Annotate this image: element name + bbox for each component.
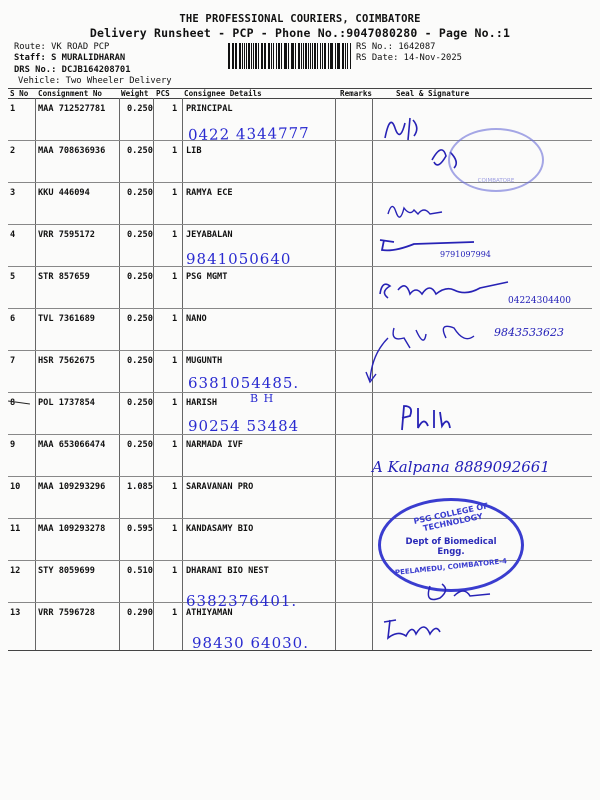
- row-consignee: PRINCIPAL: [186, 104, 233, 114]
- row-sno: 8: [10, 398, 16, 408]
- company-title: THE PROFESSIONAL COURIERS, COIMBATORE: [179, 13, 421, 25]
- barcode-bar: [232, 43, 233, 69]
- row-sno: 5: [10, 272, 16, 282]
- row-pcs: 1: [172, 272, 178, 282]
- col-consignee: Consignee Details: [184, 89, 262, 98]
- barcode-bar: [303, 43, 304, 69]
- col-seal: Seal & Signature: [396, 89, 470, 98]
- barcode-bar: [233, 43, 234, 69]
- row-sno: 2: [10, 146, 16, 156]
- barcode-bar: [248, 43, 250, 69]
- barcode-bar: [292, 43, 294, 69]
- row-weight: 0.250: [127, 356, 153, 366]
- row-rule: [8, 392, 592, 393]
- row-consignment: MAA 708636936: [38, 146, 106, 156]
- barcode-bar: [281, 43, 282, 69]
- barcode-bar: [330, 43, 331, 69]
- row-weight: 0.510: [127, 566, 153, 576]
- handwritten-phone: 04224304400: [508, 296, 571, 306]
- row-consignment: VRR 7595172: [38, 230, 95, 240]
- table-row: [8, 350, 592, 392]
- row-pcs: 1: [172, 230, 178, 240]
- row-pcs: 1: [172, 566, 178, 576]
- row-consignment: MAA 109293296: [38, 482, 106, 492]
- row-consignee: PSG MGMT: [186, 272, 228, 282]
- stamp-text: PSG COLLEGE OF TECHNOLOGY: [412, 501, 490, 534]
- row-sno: 10: [10, 482, 21, 492]
- barcode-bar: [228, 43, 230, 69]
- handwritten-phone: 6381054485.: [188, 374, 300, 392]
- row-consignment: STY 8059699: [38, 566, 95, 576]
- barcode-bar: [291, 43, 292, 69]
- row-rule: [8, 308, 592, 309]
- row-weight: 0.250: [127, 398, 153, 408]
- barcode-bar: [350, 43, 352, 69]
- stamp-oval: [448, 128, 544, 192]
- row-sno: 13: [10, 608, 21, 618]
- barcode-bar: [271, 43, 273, 69]
- row-consignee: NARMADA IVF: [186, 440, 243, 450]
- row-pcs: 1: [172, 188, 178, 198]
- barcode-bar: [261, 43, 263, 69]
- signature-mark: [420, 576, 500, 610]
- barcode-bar: [273, 43, 274, 69]
- signature-text: A Kalpana 8889092661: [372, 458, 550, 476]
- barcode-bar: [312, 43, 313, 69]
- row-weight: 0.250: [127, 188, 153, 198]
- row-rule: [8, 476, 592, 477]
- barcode-bar: [317, 43, 319, 69]
- table-row: [8, 392, 592, 434]
- barcode-bar: [322, 43, 323, 69]
- row-consignee: MUGUNTH: [186, 356, 223, 366]
- row-weight: 0.250: [127, 314, 153, 324]
- barcode-bar: [342, 43, 344, 69]
- barcode-bar: [265, 43, 266, 69]
- row-consignment: MAA 712527781: [38, 104, 106, 114]
- row-consignee: NANO: [186, 314, 207, 324]
- barcode-bar: [305, 43, 307, 69]
- barcode-bar: [345, 43, 346, 69]
- route-label: Route: VK ROAD PCP: [14, 42, 110, 52]
- row-consignment: KKU 446094: [38, 188, 90, 198]
- drs-label: DRS No.: DCJB164208701: [14, 65, 131, 75]
- barcode-bar: [246, 43, 247, 69]
- row-weight: 0.290: [127, 608, 153, 618]
- barcode-bar: [337, 43, 338, 69]
- barcode-bar: [308, 43, 309, 69]
- row-sno: 1: [10, 104, 16, 114]
- row-consignment: STR 857659: [38, 272, 90, 282]
- barcode-bar: [295, 43, 296, 69]
- barcode-bar: [298, 43, 300, 69]
- row-weight: 0.250: [127, 272, 153, 282]
- barcode: [228, 43, 352, 69]
- row-rule: [8, 266, 592, 267]
- row-sno: 12: [10, 566, 21, 576]
- barcode-bar: [235, 43, 237, 69]
- row-rule: [8, 350, 592, 351]
- handwritten-phone: 9843533623: [494, 326, 564, 339]
- barcode-bar: [284, 43, 285, 69]
- row-consignment: HSR 7562675: [38, 356, 95, 366]
- signature-mark: [384, 196, 454, 222]
- signature-mark: [364, 318, 504, 388]
- stamp-text: PEELAMEDU, COIMBATORE-4: [394, 557, 508, 577]
- barcode-bar: [338, 43, 340, 69]
- barcode-bar: [239, 43, 241, 69]
- row-consignee: RAMYA ECE: [186, 188, 233, 198]
- barcode-bar: [310, 43, 311, 69]
- row-consignee: ATHIYAMAN: [186, 608, 233, 618]
- row-pcs: 1: [172, 398, 178, 408]
- table-row: [8, 224, 592, 266]
- row-weight: 0.250: [127, 230, 153, 240]
- barcode-bar: [253, 43, 254, 69]
- barcode-bar: [314, 43, 316, 69]
- row-consignee: JEYABALAN: [186, 230, 233, 240]
- row-consignment: TVL 7361689: [38, 314, 95, 324]
- row-consignee: HARISH: [186, 398, 218, 408]
- col-consignment: Consignment No: [38, 89, 103, 98]
- runsheet-subtitle: Delivery Runsheet - PCP - Phone No.:9047080280 - Page No.:1: [89, 26, 511, 40]
- handwritten-phone: 0422 4344777: [187, 123, 310, 145]
- row-consignment: POL 1737854: [38, 398, 95, 408]
- stamp-text: Dept of Biomedical Engg.: [405, 537, 497, 557]
- row-weight: 1.085: [127, 482, 153, 492]
- row-consignee: LIB: [186, 146, 202, 156]
- row-pcs: 1: [172, 314, 178, 324]
- row-rule: [8, 434, 592, 435]
- barcode-bar: [242, 43, 243, 69]
- staff-label: Staff: S MURALIDHARAN: [14, 53, 126, 63]
- row-weight: 0.250: [127, 146, 153, 156]
- row-weight: 0.250: [127, 440, 153, 450]
- barcode-bar: [328, 43, 329, 69]
- barcode-bar: [268, 43, 270, 69]
- barcode-bar: [278, 43, 280, 69]
- signature-mark: [376, 276, 516, 306]
- row-consignee: SARAVANAN PRO: [186, 482, 254, 492]
- row-consignee: KANDASAMY BIO: [186, 524, 254, 534]
- table-header: [8, 88, 592, 98]
- row-weight: 0.595: [127, 524, 153, 534]
- barcode-bar: [285, 43, 287, 69]
- row-sno: 3: [10, 188, 16, 198]
- row-sno: 11: [10, 524, 21, 534]
- signature-mark: [378, 610, 448, 644]
- row-pcs: 1: [172, 356, 178, 366]
- barcode-bar: [258, 43, 259, 69]
- barcode-bar: [324, 43, 326, 69]
- vehicle-label: Vehicle: Two Wheeler Delivery: [18, 76, 172, 86]
- handwritten-phone: 98430 64030.: [192, 634, 309, 652]
- signature-mark: [394, 400, 474, 434]
- row-pcs: 1: [172, 440, 178, 450]
- row-sno: 9: [10, 440, 16, 450]
- col-sno: S No: [10, 89, 29, 98]
- col-weight: Weight: [121, 89, 149, 98]
- row-consignment: VRR 7596728: [38, 608, 95, 618]
- row-weight: 0.250: [127, 104, 153, 114]
- barcode-bar: [301, 43, 302, 69]
- row-consignment: MAA 653066474: [38, 440, 106, 450]
- rs-number: RS No.: 1642087: [356, 42, 436, 52]
- barcode-bar: [255, 43, 257, 69]
- stamp-text: COIMBATORE: [477, 178, 515, 184]
- row-sno: 6: [10, 314, 16, 324]
- row-sno: 4: [10, 230, 16, 240]
- col-remarks: Remarks: [340, 89, 373, 98]
- barcode-bar: [347, 43, 348, 69]
- barcode-bar: [244, 43, 245, 69]
- handwritten-phone: 90254 53484: [188, 417, 300, 435]
- row-pcs: 1: [172, 524, 178, 534]
- handwritten-note: B H: [250, 392, 275, 405]
- barcode-bar: [320, 43, 321, 69]
- row-consignment: MAA 109293278: [38, 524, 106, 534]
- barcode-bar: [288, 43, 289, 69]
- barcode-bar: [276, 43, 277, 69]
- handwritten-phone: 9791097994: [440, 250, 491, 259]
- barcode-bar: [264, 43, 265, 69]
- row-pcs: 1: [172, 482, 178, 492]
- barcode-bar: [335, 43, 336, 69]
- row-pcs: 1: [172, 104, 178, 114]
- row-rule: [8, 602, 592, 603]
- row-rule: [8, 224, 592, 225]
- handwritten-phone: 6382376401.: [186, 592, 298, 610]
- col-pcs: PCS: [156, 89, 170, 98]
- barcode-bar: [331, 43, 333, 69]
- barcode-bar: [251, 43, 252, 69]
- row-pcs: 1: [172, 146, 178, 156]
- handwritten-phone: 9841050640: [186, 250, 292, 268]
- row-sno: 7: [10, 356, 16, 366]
- row-consignee: DHARANI BIO NEST: [186, 566, 269, 576]
- rs-date: RS Date: 14-Nov-2025: [356, 53, 462, 63]
- row-pcs: 1: [172, 608, 178, 618]
